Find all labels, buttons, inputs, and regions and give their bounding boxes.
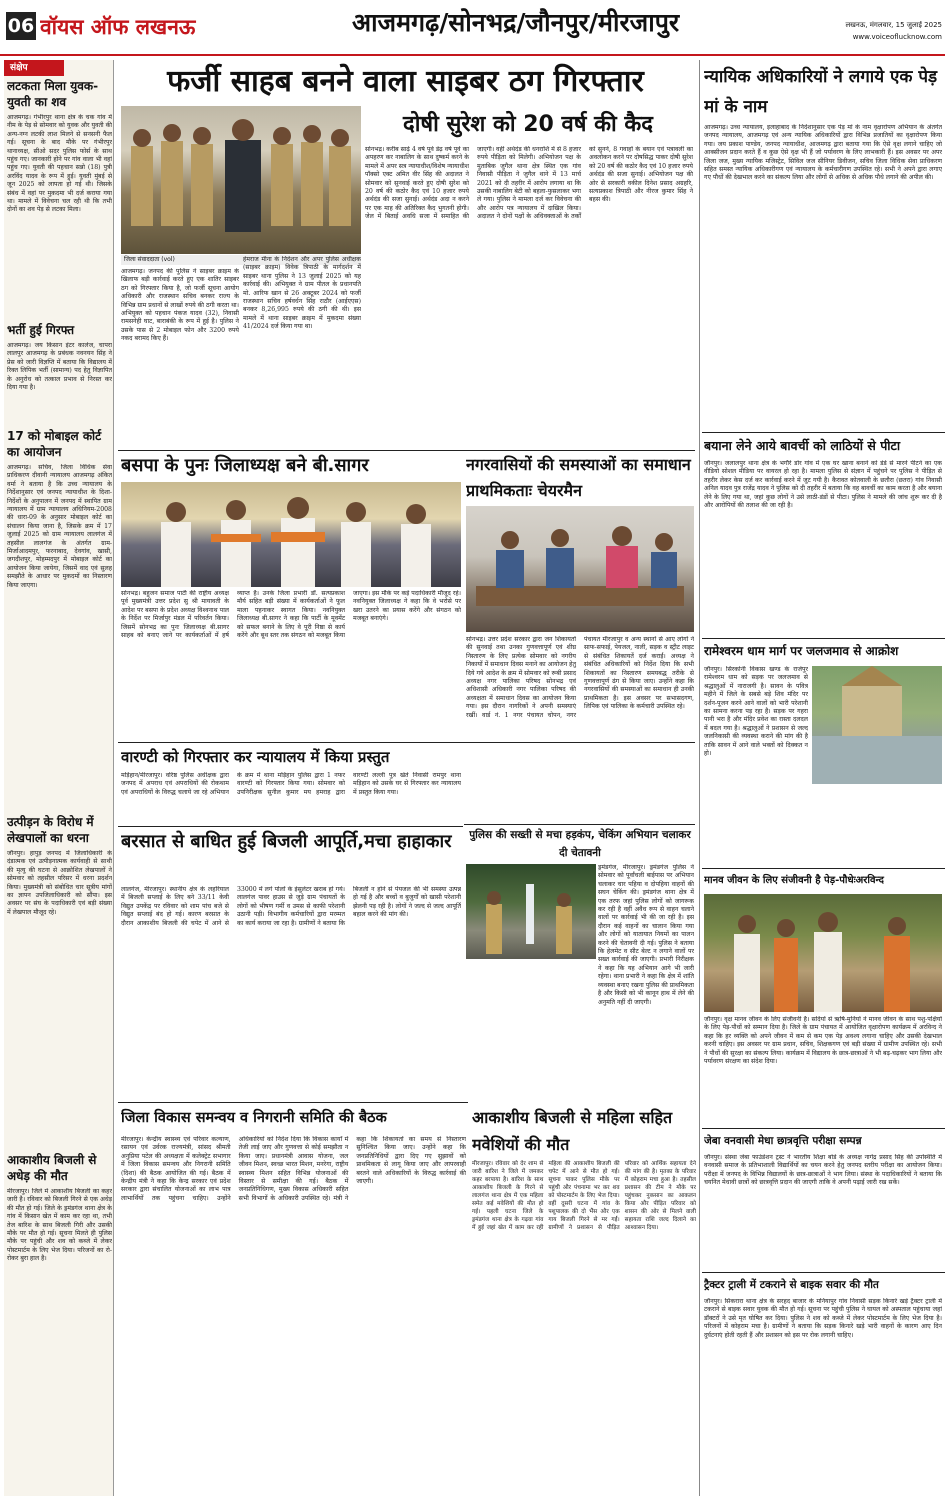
rameshwar-headline: रामेश्वरम धाम मार्ग पर जलजमाव से आक्रोश: [704, 644, 899, 658]
checking-icon: [466, 864, 596, 959]
bsp-photo: [121, 482, 461, 587]
lightning-body: मीरजापुर। रविवार को देर शाम से जारी बारिश ने जिले में जमकर कहर बरपाया है। बारिश के साथ आकाशीय बिजली के गिरने से लालगंज थाना क्षेत्र में एक महिला समेत कई मवेशियों की मौत हो गई। पहली घटना जिले के ड्रमंडगंज थाना क्षेत्र के गढ़वा गांव में हुई जहां खेत में काम कर रही महिला की आकाशीय बिजली की चपेट में आने से मौत हो गई। सूचना पाकर पुलिस मौके पर पहुंची और पंचनामा भर कर शव को पोस्टमार्टम के लिए भेज दिया। वहीं दूसरी घटना में गांव के पशुपालक की दो भैंस और एक गाय बिजली गिरने से मर गईं। ग्रामीणों ने प्रशासन से पीड़ित परिवार को आर्थिक सहायता देने की मांग की है। मृतका के परिवार में कोहराम मचा हुआ है। तहसील प्रशासन की टीम ने मौके पर पहुंचकर नुकसान का आकलन किया और पीड़ित परिवार को शासन की ओर से मिलने वाली सहायता राशि जल्द दिलाने का आश्वासन दिया।: [472, 1161, 696, 1231]
divider: [702, 432, 945, 433]
bsp-headline: बसपा के पुनः जिलाध्यक्ष बने बी.सागर: [121, 455, 369, 476]
sidebar: [4, 60, 114, 1496]
brief-1-body: आजमगढ़। गंभीरपुर थाना क्षेत्र के चक गांव में नीम के पेड़ से सोमवार को युवक और युवती की अन्य-नग्न लटकी लाश मिलने से सनसनी फैल गई। सूचना के बाद मौके पर गंभीरपुर थानाध्यक्ष, सीओ सदर पुलिस फोर्स के साथ पहुंच गए। जानकारी होने पर गांव वाला भी वहां पहुंच गए। युवती की पहचान सन्नो (18) पुत्री अरविंद यादव के रूप में हुई। युवती मुंबई से जून 2025 को लापता हो गई थी। जिसके संबंध में वहां पर मुकदमा भी दर्ज कराया गया था। मामले में विवेचना चल रही थी कि तभी दोनों का शव पेड़ से लटका मिला।: [7, 114, 112, 214]
brief-1-headline: लटकता मिला युवक-युवती का शव: [7, 79, 99, 109]
rameshwar-body: जौनपुर। सिरकोनी विकास खण्ड के राजेपुर रामेश्वरम धाम को सड़क पर जलजमाव से श्रद्धालुओं में नाराजगी है। सावन के पवित्र महीने में जिले के सबसे बड़े शिव मंदिर पर दर्शन-पूजन करने आने वालों को भारी परेशानी का सामना करना पड़ रहा है। सड़क पर गहरा पानी भरा है और मंदिर प्रवेश का रास्ता दलदल में बदल गया है। श्रद्धालुओं ने प्रशासन से जल्द जलनिकासी की व्यवस्था कराने की मांग की है ताकि सावन में आने वाले भक्तों को दिक्कत न हो।: [704, 666, 808, 758]
plantation-icon: [704, 894, 942, 1012]
website[interactable]: www.voiceoflucknow.com: [852, 33, 942, 41]
police-photo: [466, 864, 596, 959]
divider: [702, 1272, 945, 1273]
column-divider: [699, 60, 700, 1496]
brief-2-headline: भर्ती हुई गिरफ्त: [7, 323, 75, 337]
disha-headline: जिला विकास समन्वय व निगरानी समिति की बैठक: [121, 1110, 387, 1126]
exam-body: जौनपुर। संस्था जेबा फाउंडेशन ट्रस्ट ने भारतीय शिक्षा बोर्ड के अध्यक्ष नागेंद्र प्रसाद सिंह की उपस्थिति में वनवासी समाज के प्रतिभाशाली विद्यार्थियों का चयन करने हेतु जनपद स्तरीय परीक्षा का आयोजन किया। परीक्षा में जनपद के विभिन्न विद्यालयों के छात्र-छात्राओं ने भाग लिया। संस्था के पदाधिकारियों ने बताया कि चयनित मेधावी छात्रों को छात्रवृत्ति प्रदान की जाएगी ताकि वे अपनी पढ़ाई जारी रख सकें।: [704, 1154, 942, 1187]
masthead: [0, 0, 945, 60]
brief-2-body: आजमगढ़। जय किसान इंटर कालेज, चापरा लालपुर आजमगढ़ के प्रबंधक नवनयन सिंह ने प्रेस को जारी विज्ञप्ति में बताया कि विद्यालय में रिक्त लिपिक भर्ती (सामान्य) पद हेतु विज्ञापित के अनुरोध को तत्काल प्रभाव से निरस्त कर दिया गया है।: [7, 342, 112, 392]
tree-headline: न्यायिक अधिकारियों ने लगाये एक पेड़ मां के नाम: [704, 67, 938, 117]
police-body-2: [466, 962, 596, 1100]
brief-3-headline: 17 को मोबाइल कोर्ट का आयोजन: [7, 429, 102, 459]
brief-4-headline: उत्पीड़न के विरोध में लेखपालों का धरना: [7, 815, 94, 845]
divider: [464, 824, 695, 825]
cook-headline: बयाना लेने आये बावर्ची को लाठियों से पीटा: [704, 438, 901, 453]
plants-photo: [704, 894, 942, 1012]
police-group-icon: [121, 106, 361, 254]
police-headline: पुलिस की सख्ती से मचा हड़कंप, चेकिंग अभियान चलाकर दी चेतावनी: [469, 829, 691, 859]
power-headline: बरसात से बाधित हुई बिजली आपूर्ति,मचा हाहाकार: [121, 831, 452, 852]
divider: [118, 450, 695, 451]
divider: [702, 638, 945, 639]
masthead-rule: [0, 54, 945, 56]
lead-photo-caption: जिला संवाददाता (vol): [121, 255, 361, 265]
chairman-headline: नगरवासियों की समस्याओं का समाधान प्राथमिकताः चेयरमैन: [466, 455, 691, 500]
lead-body-2: हेमराज मीना के निर्देशन और अपर पुलिस अधीक्षक (साइबर क्राइम) विवेक त्रिपाठी के मार्गदर्शन में साइबर थाना पुलिस ने 13 जुलाई 2025 को यह कार्रवाई की। अभियुक्त ने ग्राम पीतल के प्रधानपति मो. आरिफ खान से 26 अक्टूबर 2024 को फर्जी राजस्थान सचिव हर्षवर्धन सिंह राठौर (आईएएस) बनकर 8,26,995 रुपये की ठगी की थी। इस मामले में थाना साइबर क्राइम में मुकदमा संख्या 41/2024 दर्ज किया गया था।: [243, 256, 361, 331]
lightning-headline: आकाशीय बिजली से महिला सहित मवेशियों की मौत: [472, 1108, 673, 1154]
chairman-photo: [466, 506, 694, 632]
lead-body-1: आजमगढ़। जनपद की पुलिस ने साइबर क्राइम के खिलाफ बड़ी कार्रवाई करते हुए एक शातिर साइबर ठग को गिरफ्तार किया है, जो फर्जी सूचना आयोग अधिकारी और राजस्थान सचिव बनकर राज्य के विभिन्न ग्राम प्रधानों से लाखों रुपये की ठगी करता था। अभियुक्त को पहचान पंकज यादव (32), निवासी रामसनेही घाट, बाराबंकी के रूप में हुई है। पुलिस ने उसके पास से 2 मोबाइल फोन और 3200 रुपये नकद बरामद किए हैं।: [121, 268, 239, 343]
police-body: ड्रमंडगंज, मीरजापुर। ड्रमंडगंज पुलिस ने सोमवार को पूर्वांचली बाईपास पर अभियान चलाकर चार पहिया व दोपहिया वाहनों की सघन चेकिंग की। ड्रमंडगंज थाना क्षेत्र में एक तरफ जहां पुलिस लोगों को जागरूक कर रही है वहीं अवैध रूप से वाहन चलाने वालों पर कार्रवाई भी की जा रही है। इस दौरान कई वाहनों का चालान किया गया और लोगों को यातायात नियमों का पालन करने की चेतावनी दी गई। पुलिस ने बताया कि हेलमेट व सीट बेल्ट न लगाने वालों पर सख्त कार्रवाई की जाएगी। प्रभारी निरीक्षक ने कहा कि यह अभियान आगे भी जारी रहेगा। थाना प्रभारी ने कहा कि क्षेत्र में शांति व्यवस्था बनाए रखना पुलिस की प्राथमिकता है और किसी को भी कानून हाथ में लेने की अनुमति नहीं दी जाएगी।: [598, 864, 694, 1006]
meeting-icon: [466, 506, 694, 632]
tree-body: आजमगढ़। उच्च न्यायालय, इलाहाबाद के निर्देशानुसार एक पेड़ मां के नाम वृक्षारोपण अभियान के अंतर्गत जनपद न्यायालय, आजमगढ़ एवं अन्य न्यायिक अधिकारियों द्वारा विभिन्न प्रजातियों का वृक्षारोपण किया गया। जय प्रकाश पाण्डेय, जनपद न्यायाधीश, आजमगढ़ द्वारा बताया गया कि ऐसे वृक्ष लगाने चाहिए जो आक्सीजन प्रदान करते हैं व कुछ ऐसे वृक्ष भी हैं जो पर्यावरण के लिए लाभकारी हैं। इस अवसर पर अपर जिला जज, मुख्य न्यायिक मजिस्ट्रेट, सिविल जज सीनियर डिवीजन, सचिव जिला विधिक सेवा प्राधिकरण सहित समस्त न्यायिक अधिकारीगण एवं न्यायालय के कर्मचारीगण उपस्थित रहे। सभी ने अपने द्वारा लगाए गए पौधों की देखभाल करने का संकल्प लिया और लोगों से अधिक से अधिक पौधे लगाने की अपील की।: [704, 124, 942, 182]
warrant-body: मड़िहान/मीरजापुर। वरिष्ठ पुलिस अधीक्षक द्वारा जनपद में अपराध एवं अपराधियों की रोकथाम एवं अपराधियों के विरुद्ध चलाये जा रहे अभियान के क्रम में थाना मड़िहान पुलिस द्वारा 1 नफर वारण्टी को गिरफ्तार किया गया। सोमवार को उपनिरीक्षक सुनील कुमार मय हमराह द्वारा वारण्टी लल्ली पुत्र खेते निवासी रामपुर थाना मड़िहान को उसके घर से गिरफ्तार कर न्यायालय में प्रस्तुत किया गया।: [121, 772, 461, 796]
brief-5-headline: आकाशीय बिजली से अधेड़ की मौत: [7, 1153, 97, 1183]
dateline: लखनऊ, मंगलवार, 15 जुलाई 2025: [845, 21, 942, 29]
plants-headline: मानव जीवन के लिए संजीवनी है पेड़-पौधेःअरविन्द: [704, 875, 884, 886]
brief-5-body: मीरजापुर। जिले में आकाशीय बिजली का कहर जारी है। रविवार को बिजली गिरने से एक अधेड़ की मौत हो गई। जिले के ड्रमंडगंज थाना क्षेत्र के गांव में किसान खेत में काम कर रहा था, तभी तेज बारिश के साथ बिजली गिरी और उसकी मौके पर मौत हो गई। सूचना मिलते ही पुलिस मौके पर पहुंची और शव को कब्जे में लेकर पोस्टमार्टम के लिए भेज दिया। परिजनों का रो-रोकर बुरा हाल है।: [7, 1188, 112, 1263]
party-workers-icon: [121, 482, 461, 587]
warrant-headline: वारण्टी को गिरफ्तार कर न्यायालय में किया प्रस्तुत: [121, 748, 390, 766]
cook-body: जौनपुर। जलालपुर थाना क्षेत्र के भगौरे डोर गांव में एक घर खाना बनाने को डंडे से मारने पीटने का एक वीडियो सोशल मीडिया पर वायरल हो रहा है। मामला पुलिस से संज्ञान में पहुंचने पर पुलिस ने पीड़ित से तहरीर लेकर केस दर्ज कर कार्रवाई करने में जुट गयी है। कैरावत कोतवाली के छतौरा (छतरा) गांव निवासी अनिल यादव पुत्र राजेंद्र यादव ने पुलिस को दी तहरीर में बताया कि वह बावर्ची का काम करता है और बयाना लेने के लिए गया था, जहां कुछ लोगों ने उसे लाठी-डंडों से पीटा। पुलिस ने मामले की जांच शुरू कर दी है और आरोपियों की तलाश की जा रही है।: [704, 460, 942, 510]
waterlogging-icon: [812, 666, 942, 784]
exam-headline: जेबा वनवासी मेधा छात्रवृत्ति परीक्षा सम्पन्न: [704, 1135, 862, 1147]
brief-3-body: आजमगढ़। सचिव, जिला विधिक सेवा प्राधिकरण दीवानी न्यायालय आजमगढ़ अंकित वर्मा ने बताया है कि उच्च न्यायालय के निर्देशानुसार एवं जनपद न्यायाधीश के दिशा-निर्देशों के अनुपालन में जनपद में स्थापित ग्राम न्यायालय में ग्राम न्यायालय अधिनियम-2008 की धारा-09 के अनुसार मोबाइल कोर्ट का संचालन किया जाना है, जिसके क्रम में 17 जुलाई 2025 को ग्राम न्यायालय लालगंज में तहसील लालगंज के अंतर्गत ग्राम-मिर्जाआदमपुर, फरनाबाद, देवगांव, खासी, जगदीशपुर, मोहम्मदपुर में मोबाइल कोर्ट का आयोजन किया जायेगा, जिसमें वाद एवं सुलह समझौते के आधार पर मुकदमों का निस्तारण किया जाएगा।: [7, 464, 112, 589]
paper-name: वॉयस ऑफ लखनऊ: [40, 15, 196, 39]
tractor-body: जौनपुर। सिकरारा थाना क्षेत्र के सरहद बाजार के मनियापुर गांव निवासी सड़क किनारे खड़े ट्रैक्टर ट्राली में टकराने से बाइक सवार युवक की मौत हो गई। सूचना पर पहुंची पुलिस ने घायल को अस्पताल पहुंचाया जहां डॉक्टरों ने उसे मृत घोषित कर दिया। पुलिस ने शव को कब्जे में लेकर पोस्टमार्टम के लिए भेज दिया है। परिजनों में कोहराम मचा है। ग्रामीणों ने बताया कि सड़क किनारे खड़े भारी वाहनों के कारण आए दिन दुर्घटनाएं होती रहती हैं और प्रशासन को इस पर रोक लगानी चाहिए।: [704, 1298, 942, 1339]
lead-headline: फर्जी साहब बनने वाला साइबर ठग गिरफ्तार: [167, 64, 644, 99]
bsp-body: सोनभद्र। बहुजन समाज पार्टी की राष्ट्रीय अध्यक्ष पूर्व मुख्यमंत्री उत्तर प्रदेश सु श्री मायावती के आदेश पर बसपा के प्रदेश अध्यक्ष विश्वनाथ पाल के निर्देश पर मिर्जापुर मंडल में परिवर्तन किया। जिसमें सोनभद्र का पुनः जिलाध्यक्ष बी.सागर साहब को बनाए जाने पर कार्यकर्ताओं में हर्ष व्याप्त है। उनके जिला प्रभारी डॉ. सत्यप्रकाश मौर्य सहित बड़ी संख्या में कार्यकर्ताओं ने फूल माला पहनाकर स्वागत किया। नवनियुक्त जिलाध्यक्ष बी.सागर ने कहा कि पार्टी के मूवमेंट को सफल बनाने के लिए वे पूरी निष्ठा से कार्य करेंगे और बूथ स्तर तक संगठन को मजबूत किया जाएगा। इस मौके पर कई पदाधिकारी मौजूद रहे। नवनियुक्त जिलाध्यक्ष ने कहा कि वे भरोसे पर खरा उतरने का प्रयास करेंगे और संगठन को मजबूत बनाएंगे।: [121, 590, 461, 640]
court-body: सोनभद्र। करीब साढ़े 4 वर्ष पूर्व डेढ़ वर्ष पूर्व का अपहरण कर नाबालिग के साथ दुष्कर्म करने के मामले में अपर सत्र न्यायाधीश/विशेष न्यायाधीश पॉक्सो एक्ट अमित वीर सिंह की अदालत ने सोमवार को सुनवाई करते हुए दोषी सुरेश को 20 वर्ष की कठोर कैद एवं 10 हजार रुपये अर्थदंड की सजा सुनाई। अर्थदंड अदा न करने पर एक माह की अतिरिक्त कैद भुगतनी होगी। जेल में बिताई अवधि सजा में समाहित की जाएगी। वहीं अर्थदंड की धनराशि में से 8 हजार रुपये पीड़िता को मिलेगी। अभियोजन पक्ष के मुताबिक जुगैल थाना क्षेत्र स्थित एक गांव निवासी पीड़िता ने जुगैल थाने में 13 मार्च 2021 को दी तहरीर में आरोप लगाया था कि उसकी नाबालिग बेटी को बहला-फुसलाकर भगा ले गया। पुलिस ने मामला दर्ज कर विवेचना की और आरोप पत्र न्यायालय में दाखिल किया। अदालत ने दोनों पक्षों के अधिवक्ताओं के तर्कों को सुनने, 8 गवाहों के बयान एवं पत्रावली का अवलोकन करने पर दोषसिद्ध पाकर दोषी सुरेश को 20 वर्ष की कठोर कैद एवं 10 हजार रुपये अर्थदंड की सजा सुनाई। अभियोजन पक्ष की ओर से सरकारी वकील दिनेश प्रसाद अग्रहरि, सत्यप्रकाश त्रिपाठी और नीरज कुमार सिंह ने बहस की।: [365, 146, 693, 221]
sidebar-label: संक्षेप: [4, 60, 64, 76]
court-headline: दोषी सुरेश को 20 वर्ष की कैद: [403, 112, 653, 137]
plants-body: जौनपुर। वृक्ष मानव जीवन के लिए संजीवनी है। सदियों से ऋषि-मुनियों ने मानव जीवन के साथ पशु-पक्षियों के लिए पेड़-पौधों को सम्मान दिया है। जिले के ग्राम पंचायत में आयोजित वृक्षारोपण कार्यक्रम में अरविन्द ने कहा कि हर व्यक्ति को अपने जीवन में कम से कम एक पेड़ अवश्य लगाना चाहिए और उसकी देखभाल करनी चाहिए। इस अवसर पर ग्राम प्रधान, सचिव, शिक्षकगण एवं बड़ी संख्या में ग्रामीण उपस्थित रहे। सभी ने पौधों की सुरक्षा का संकल्प लिया। कार्यक्रम में विद्यालय के छात्र-छात्राओं ने भी बढ़-चढ़कर भाग लिया और पर्यावरण संरक्षण का संदेश दिया।: [704, 1016, 942, 1066]
divider: [702, 1128, 945, 1129]
disha-body: मीरजापुर। केन्द्रीय स्वास्थ्य एवं परिवार कल्याण, रसायन एवं उर्वरक राज्यमंत्री, सांसद श्रीमती अनुप्रिया पटेल की अध्यक्षता में कलेक्ट्रेट सभागार में जिला विकास समन्वय और निगरानी समिति (दिशा) की बैठक आयोजित की गई। बैठक में केन्द्रीय मंत्री ने कहा कि केन्द्र सरकार एवं प्रदेश सरकार द्वारा संचालित योजनाओं का लाभ पात्र लाभार्थियों तक पहुंचना चाहिए। उन्होंने अधिकारियों को निर्देश दिया कि विकास कार्यों में तेजी लाई जाए और गुणवत्ता से कोई समझौता न किया जाए। प्रधानमंत्री आवास योजना, जल जीवन मिशन, स्वच्छ भारत मिशन, मनरेगा, राष्ट्रीय स्वास्थ्य मिशन सहित विभिन्न योजनाओं की विस्तार से समीक्षा की गई। बैठक में जनप्रतिनिधिगण, मुख्य विकास अधिकारी सहित सभी विभागों के अधिकारी उपस्थित रहे। मंत्री ने कहा कि शिकायतों का समय से निस्तारण सुनिश्चित किया जाए। उन्होंने कहा कि जनप्रतिनिधियों द्वारा दिए गए सुझावों को प्राथमिकता से लागू किया जाए और लापरवाही बरतने वाले अधिकारियों के विरुद्ध कार्रवाई की जाएगी।: [121, 1136, 466, 1202]
brief-4-body: जौनपुर। हापुड़ जनपद में जिलाधिकारी के दंडात्मक एवं उत्पीड़नात्मक कार्यवाही से साथी की मृत्यु की घटना से आक्रोशित लेखपालों ने सोमवार को तहसील परिसर में धरना प्रदर्शन किया। मुख्यमंत्री को संबोधित चार सूत्रीय मांगों का ज्ञापन उपजिलाधिकारी को सौंपा। इस अवसर पर संघ के पदाधिकारी एवं बड़ी संख्या में लेखपाल मौजूद रहे।: [7, 850, 112, 916]
region-title: आजमगढ़/सोनभद्र/जौनपुर/मीरजापुर: [352, 8, 680, 37]
chairman-body: सोनभद्र। उत्तर प्रदेश सरकार द्वारा जन शिकायतों की सुनवाई तथा उनका गुणवत्तापूर्ण एवं शीघ्र निस्तारण के लिए प्रत्येक सोमवार को नगरीय निकायों में समाधान दिवस मनाने का आयोजन हेतु दिये गये आदेश के क्रम में सोमवार को रूबी प्रसाद अध्यक्ष नगर पालिका परिषद सोनभद्र एवं अधिशासी अधिकारी नगर पालिका परिषद की अध्यक्षता में समाधान दिवस का आयोजन किया गया। इस दौरान नागरिकों ने अपनी समस्याएं रखीं। वार्ड नं. 1 नगर पंचायत चोपन, नगर पंचायत मीरजापुर व अन्य स्थानों से आए लोगों ने साफ-सफाई, पेयजल, नाली, सड़क व स्ट्रीट लाइट से संबंधित शिकायतें दर्ज कराईं। अध्यक्ष ने संबंधित अधिकारियों को निर्देश दिया कि सभी शिकायतों का निस्तारण समयबद्ध तरीके से गुणवत्तापूर्ण ढंग से किया जाए। उन्होंने कहा कि नगरवासियों की समस्याओं का समाधान ही उनकी प्राथमिकता है। इस अवसर पर सभासदगण, लिपिक एवं पालिका के कर्मचारी उपस्थित रहे।: [466, 636, 694, 719]
divider: [702, 868, 945, 869]
tractor-headline: ट्रैक्टर ट्राली में टकराने से बाइक सवार की मौत: [704, 1279, 879, 1291]
divider: [118, 826, 463, 827]
rameshwar-photo: [812, 666, 942, 784]
power-body: लालगंज, मीरजापुर। स्थानीय क्षेत्र के लहरियाल में बिजली सप्लाई के लिए बने 33/11 केवी विद्युत उपकेंद्र पर रविवार को शाम पांच बजे से विद्युत सप्लाई बंद हो गई। कारण बरसात के दौरान आकाशीय बिजली की चपेट में आने से 33000 में लगे पोलों के इंसुलेटर खराब हो गये। लालगंज पावर हाउस से जुड़े ग्राम पंचायतों के लोगों को भीषण गर्मी व उमस से काफी परेशानी उठानी पड़ी। विभागीय कर्मचारियों द्वारा मरम्मत का कार्य कराया जा रहा है। ग्रामीणों ने बताया कि बिजली न होने से पेयजल की भी समस्या उत्पन्न हो गई है और बच्चों व बुजुर्गों को खासी परेशानी झेलनी पड़ रही है। लोगों ने जल्द से जल्द आपूर्ति बहाल करने की मांग की।: [121, 886, 461, 927]
lead-photo: [121, 106, 361, 254]
divider: [118, 1102, 468, 1103]
page-number: 06: [6, 12, 36, 40]
